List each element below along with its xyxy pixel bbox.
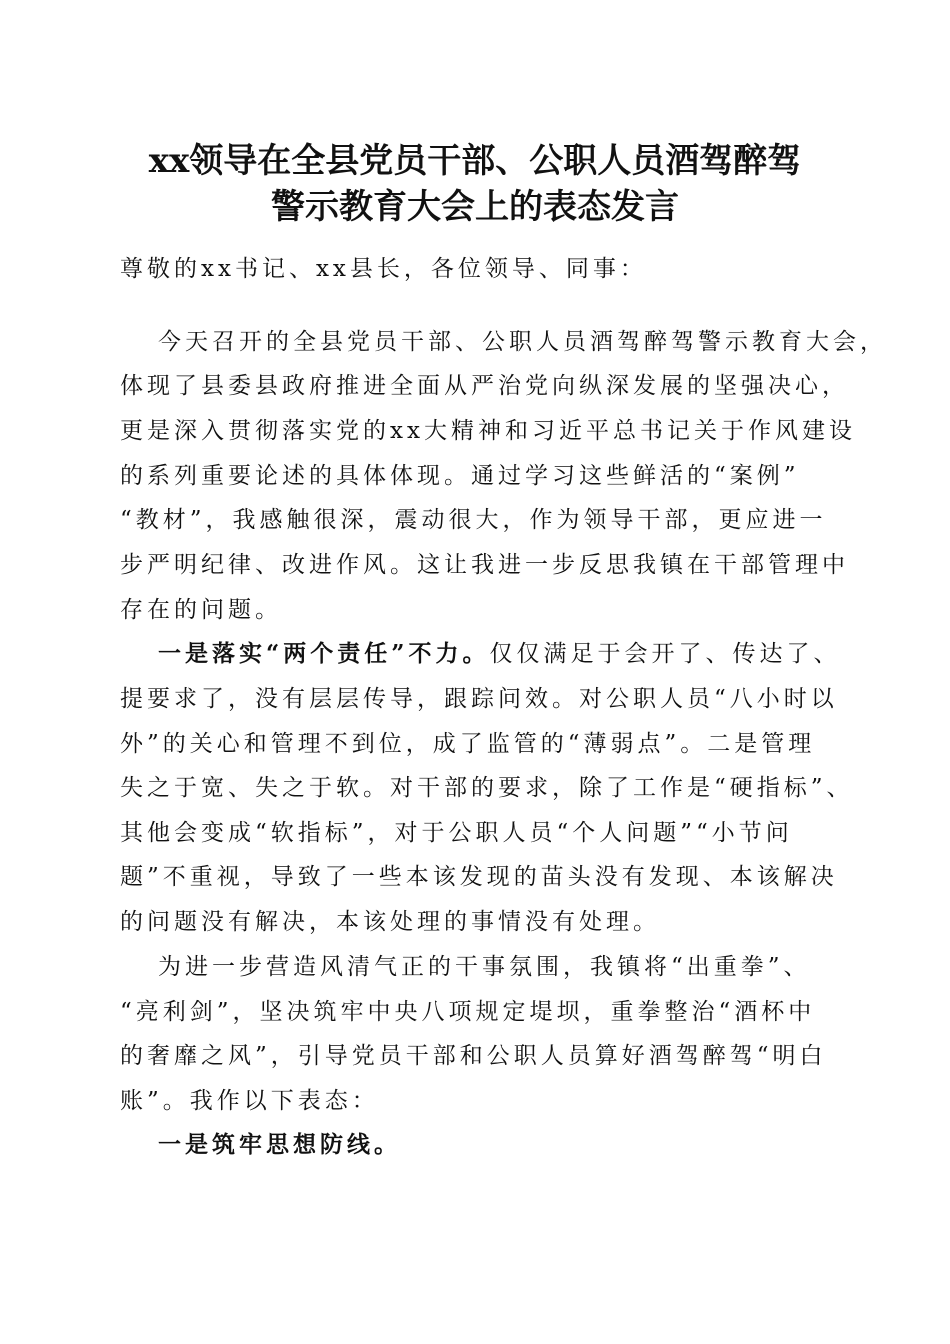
paragraph-3-line: 的奢靡之风”，引导党员干部和公职人员算好酒驾醉驾“明白 bbox=[120, 1043, 827, 1069]
paragraph-1-line: 体现了县委县政府推进全面从严治党向纵深发展的坚强决心， bbox=[120, 373, 849, 399]
paragraph-1-line: “教材”，我感触很深，震动很大，作为领导干部，更应进一 bbox=[120, 507, 827, 533]
paragraph-1-line: 今天召开的全县党员干部、公职人员酒驾醉驾警示教育大会， bbox=[158, 329, 887, 355]
paragraph-2-line: 题”不重视，导致了一些本该发现的苗头没有发现、本该解决 bbox=[120, 864, 838, 890]
paragraph-1-line: 存在的问题。 bbox=[120, 597, 282, 623]
paragraph-3-line: 账”。我作以下表态： bbox=[120, 1088, 379, 1114]
paragraph-1-line: 更是深入贯彻落实党的xx大精神和习近平总书记关于作风建设 bbox=[120, 418, 856, 444]
paragraph-2-line: 的问题没有解决，本该处理的事情没有处理。 bbox=[120, 909, 660, 935]
paragraph-3-line: 为进一步营造风清气正的干事氛围，我镇将“出重拳”、 bbox=[158, 954, 811, 980]
paragraph-1-line: 步严明纪律、改进作风。这让我进一步反思我镇在干部管理中 bbox=[120, 552, 849, 578]
paragraph-2-first-line bbox=[158, 634, 840, 674]
paragraph-3-line: “亮利剑”，坚决筑牢中央八项规定堤坝，重拳整治“酒杯中 bbox=[120, 999, 816, 1025]
paragraph-2-line: 外”的关心和管理不到位，成了监管的“薄弱点”。二是管理 bbox=[120, 731, 816, 757]
salutation: 尊敬的xx书记、xx县长，各位领导、同事： bbox=[120, 256, 647, 282]
paragraph-1-line: 的系列重要论述的具体体现。通过学习这些鲜活的“案例” bbox=[120, 463, 800, 489]
paragraph-2-line: 其他会变成“软指标”，对于公职人员“个人问题”“小节问 bbox=[120, 820, 793, 846]
paragraph-2-line: 提要求了，没有层层传导，跟踪问效。对公职人员“八小时以 bbox=[120, 686, 838, 712]
paragraph-4-heading: 一是筑牢思想防线。 bbox=[158, 1131, 401, 1158]
paragraph-2-lead: 一是落实“两个责任”不力。 bbox=[158, 640, 490, 667]
document-title-line-1: xx领导在全县党员干部、公职人员酒驾醉驾 bbox=[148, 141, 802, 181]
paragraph-2-line: 失之于宽、失之于软。对干部的要求，除了工作是“硬指标”、 bbox=[120, 775, 854, 801]
paragraph-2-line: 仅仅满足于会开了、传达了、 bbox=[489, 641, 841, 667]
document-title-line-2: 警示教育大会上的表态发言 bbox=[271, 187, 679, 227]
